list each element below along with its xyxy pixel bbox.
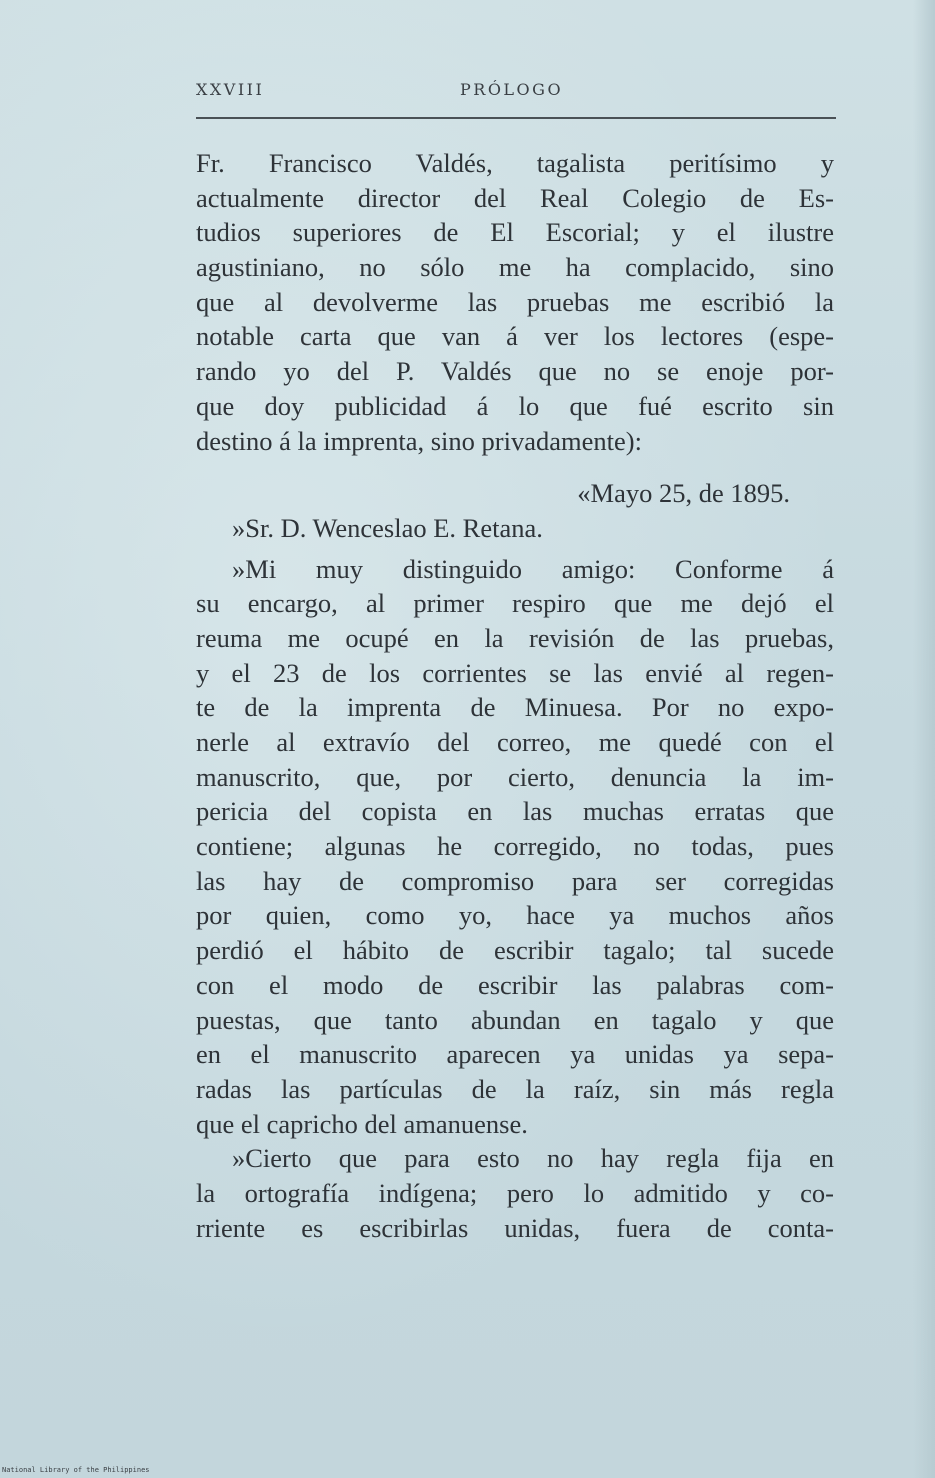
page-number: XXVIII <box>196 80 265 99</box>
text-line: destino á la imprenta, sino privadamente): <box>196 425 642 456</box>
text-line: la ortografía indígena; pero lo admitido y co- <box>196 1177 834 1208</box>
text-line: te de la imprenta de Minuesa. Por no expo- <box>196 692 834 723</box>
text-line: en el manuscrito aparecen ya unidas ya sepa- <box>196 1039 834 1070</box>
text-line: nerle al extravío del correo, me quedé con el <box>196 727 834 757</box>
text-line: con el modo de escribir las palabras com- <box>196 969 834 1000</box>
text-line: Fr. Francisco Valdés, tagalista peritísimo y <box>196 148 834 178</box>
scan-credit: National Library of the Philippines <box>2 1466 150 1474</box>
paragraph-gap <box>196 458 834 476</box>
text-line: agustiniano, no sólo me ha complacido, sino <box>196 252 834 283</box>
text-line: contiene; algunas he corregido, no todas, pues <box>196 831 834 862</box>
paragraph-letter-body <box>196 552 834 1142</box>
page-edge-shadow <box>913 0 935 1478</box>
text-line: perdió el hábito de escribir tagalo; tal sucede <box>196 935 834 966</box>
text-line: manuscrito, que, por cierto, denuncia la im- <box>196 761 834 792</box>
text-line: puestas, que tanto abundan en tagalo y que <box>196 1004 834 1035</box>
text-line: radas las partículas de la raíz, sin más regla <box>196 1073 834 1104</box>
text-line: que al devolverme las pruebas me escribió la <box>196 286 834 317</box>
text-line: las hay de compromiso para ser corregidas <box>196 865 834 896</box>
text-line: rando yo del P. Valdés que no se enoje por- <box>196 356 834 387</box>
header-rule <box>196 117 836 119</box>
body-text <box>196 146 834 1245</box>
text-line: reuma me ocupé en la revisión de las pruebas, <box>196 622 834 653</box>
text-line: y el 23 de los corrientes se las envié al regen- <box>196 657 834 688</box>
letter-date: «Mayo 25, de 1895. <box>577 478 790 509</box>
text-line: pericia del copista en las muchas erratas que <box>196 796 834 827</box>
running-title: PRÓLOGO <box>460 80 564 99</box>
text-line: que el capricho del amanuense. <box>196 1108 528 1139</box>
text-line: tudios superiores de El Escorial; y el ilustre <box>196 217 834 248</box>
paragraph-letter-continued <box>196 1141 834 1245</box>
text-line: por quien, como yo, hace ya muchos años <box>196 900 834 931</box>
text-line: actualmente director del Real Colegio de Es- <box>196 182 834 213</box>
text-line: rriente es escribirlas unidas, fuera de conta- <box>196 1212 834 1243</box>
letter-salutation: »Sr. D. Wenceslao E. Retana. <box>232 512 543 543</box>
paragraph-intro <box>196 146 834 458</box>
text-line: »Cierto que para esto no hay regla fija en <box>232 1143 834 1174</box>
text-line: notable carta que van á ver los lectores (espe- <box>196 321 834 352</box>
text-line: que doy publicidad á lo que fué escrito sin <box>196 390 834 421</box>
text-line: »Mi muy distinguido amigo: Conforme á <box>232 553 834 584</box>
text-line: su encargo, al primer respiro que me dejó el <box>196 588 834 619</box>
page-header <box>196 80 836 104</box>
